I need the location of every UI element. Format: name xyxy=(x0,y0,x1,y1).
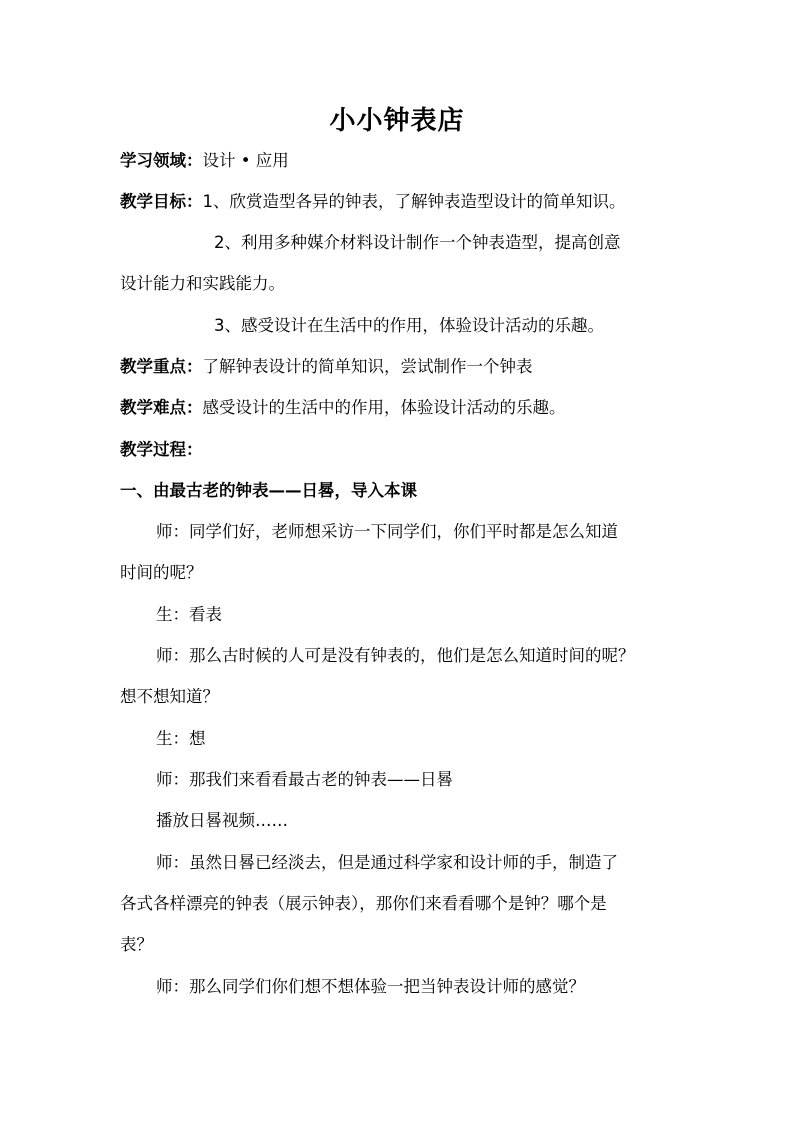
dialog-line: 时间的呢？ xyxy=(120,563,203,582)
teaching-difficulty-label: 教学难点： xyxy=(120,398,203,417)
dialog-line: 师：虽然日晷已经淡去，但是通过科学家和设计师的手，制造了 xyxy=(156,853,618,872)
teaching-difficulty-value: 感受设计的生活中的作用，体验设计活动的乐趣。 xyxy=(202,398,566,417)
dialog-line: 想不想知道？ xyxy=(120,687,219,706)
dialog-line: 播放日晷视频…… xyxy=(156,811,288,830)
dialog-line: 表？ xyxy=(120,935,153,954)
teaching-process-label: 教学过程： xyxy=(120,440,203,459)
document-title: 小小钟表店 xyxy=(329,106,465,136)
teaching-goal-3: 3、感受设计在生活中的作用，体验设计活动的乐趣。 xyxy=(214,316,604,335)
teaching-key-point-line xyxy=(120,356,533,378)
learning-domain-value: 设计 • 应用 xyxy=(202,151,289,170)
teaching-key-point-label: 教学重点： xyxy=(120,357,203,376)
dialog-line: 师：那我们来看看最古老的钟表——日晷 xyxy=(156,770,453,789)
section-1-heading: 一、由最古老的钟表——日晷，导入本课 xyxy=(120,481,417,500)
teaching-goal-2-line-2: 设计能力和实践能力。 xyxy=(120,274,285,293)
dialog-line: 师：同学们好，老师想采访一下同学们，你们平时都是怎么知道 xyxy=(156,522,618,541)
teaching-key-point-value: 了解钟表设计的简单知识，尝试制作一个钟表 xyxy=(202,357,533,376)
teaching-goal-1: 1、欣赏造型各异的钟表，了解钟表造型设计的简单知识。 xyxy=(202,192,626,211)
dialog-line: 生：想 xyxy=(156,729,206,748)
teaching-goal-label: 教学目标： xyxy=(120,192,203,211)
dialog-line: 师：那么古时候的人可是没有钟表的，他们是怎么知道时间的呢？ xyxy=(156,646,635,665)
teaching-goal-line-1 xyxy=(120,191,626,213)
dialog-line: 师：那么同学们你们想不想体验一把当钟表设计师的感觉？ xyxy=(156,977,585,996)
learning-domain-label: 学习领域： xyxy=(120,151,203,170)
dialog-line: 生：看表 xyxy=(156,605,222,624)
teaching-goal-2-line-1: 2、利用多种媒介材料设计制作一个钟表造型，提高创意 xyxy=(214,233,621,252)
learning-domain-line xyxy=(120,150,289,172)
teaching-difficulty-line xyxy=(120,397,566,419)
dialog-line: 各式各样漂亮的钟表（展示钟表），那你们来看看哪个是钟？哪个是 xyxy=(120,894,607,913)
